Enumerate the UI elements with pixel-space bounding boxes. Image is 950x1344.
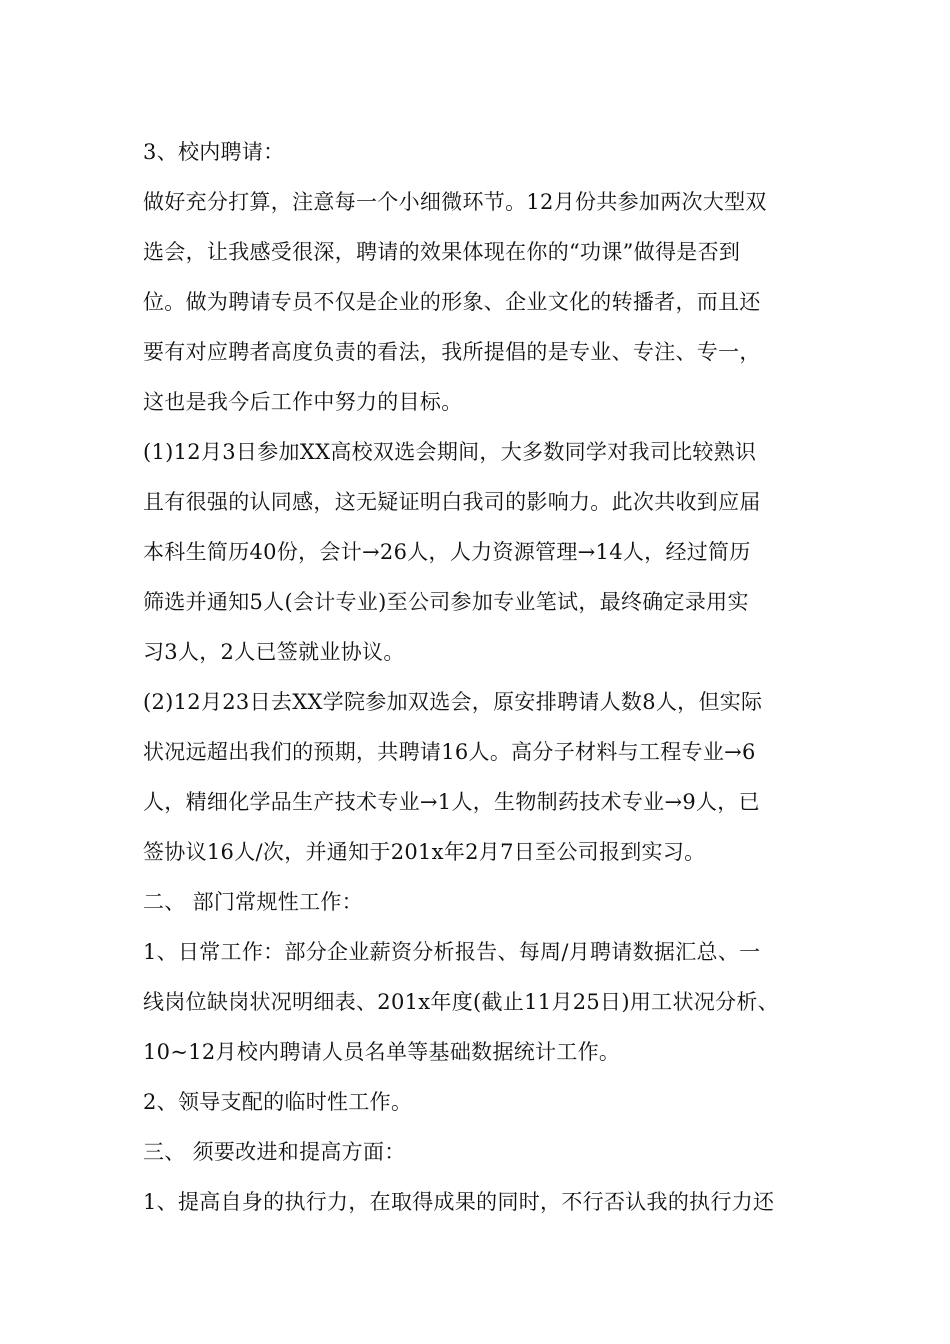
paragraph-line: 选会，让我感受很深，聘请的效果体现在你的“功课”做得是否到 — [143, 240, 741, 264]
paragraph-line: 习3人，2人已签就业协议。 — [143, 640, 405, 664]
paragraph-line: 线岗位缺岗状况明细表、201x年度(截止11月25日)用工状况分析、 — [143, 990, 779, 1014]
paragraph-line: 状况远超出我们的预期，共聘请16人。高分子材料与工程专业→6 — [143, 740, 756, 764]
paragraph-line: (2)12月23日去XX学院参加双选会，原安排聘请人数8人，但实际 — [143, 690, 763, 714]
paragraph-line: 本科生简历40份，会计→26人，人力资源管理→14人，经过简历 — [143, 540, 751, 564]
paragraph-line: 人，精细化学品生产技术专业→1人，生物制药技术专业→9人，已 — [143, 790, 760, 814]
paragraph-line: 签协议16人/次，并通知于201x年2月7日至公司报到实习。 — [143, 840, 706, 864]
paragraph-line: 且有很强的认同感，这无疑证明白我司的影响力。此次共收到应届 — [143, 490, 761, 514]
heading-campus-recruitment: 3、校内聘请： — [143, 140, 285, 164]
paragraph-line: 位。做为聘请专员不仅是企业的形象、企业文化的转播者，而且还 — [143, 290, 761, 314]
paragraph-line: 这也是我今后工作中努力的目标。 — [143, 390, 463, 414]
section-heading-routine-work: 二、 部门常规性工作： — [143, 890, 363, 914]
paragraph-line: 10~12月校内聘请人员名单等基础数据统计工作。 — [143, 1040, 621, 1064]
paragraph-line: (1)12月3日参加XX高校双选会期间，大多数同学对我司比较熟识 — [143, 440, 757, 464]
paragraph-line: 要有对应聘者高度负责的看法，我所提倡的是专业、专注、专一， — [143, 340, 761, 364]
section-heading-improvements: 三、 须要改进和提高方面： — [143, 1140, 406, 1164]
paragraph-line: 1、提高自身的执行力，在取得成果的同时，不行否认我的执行力还 — [143, 1190, 775, 1214]
paragraph-line: 2、领导支配的临时性工作。 — [143, 1090, 413, 1114]
paragraph-line: 做好充分打算，注意每一个小细微环节。12月份共参加两次大型双 — [143, 190, 767, 214]
paragraph-line: 1、日常工作：部分企业薪资分析报告、每周/月聘请数据汇总、一 — [143, 940, 761, 964]
paragraph-line: 筛选并通知5人(会计专业)至公司参加专业笔试，最终确定录用实 — [143, 590, 749, 614]
